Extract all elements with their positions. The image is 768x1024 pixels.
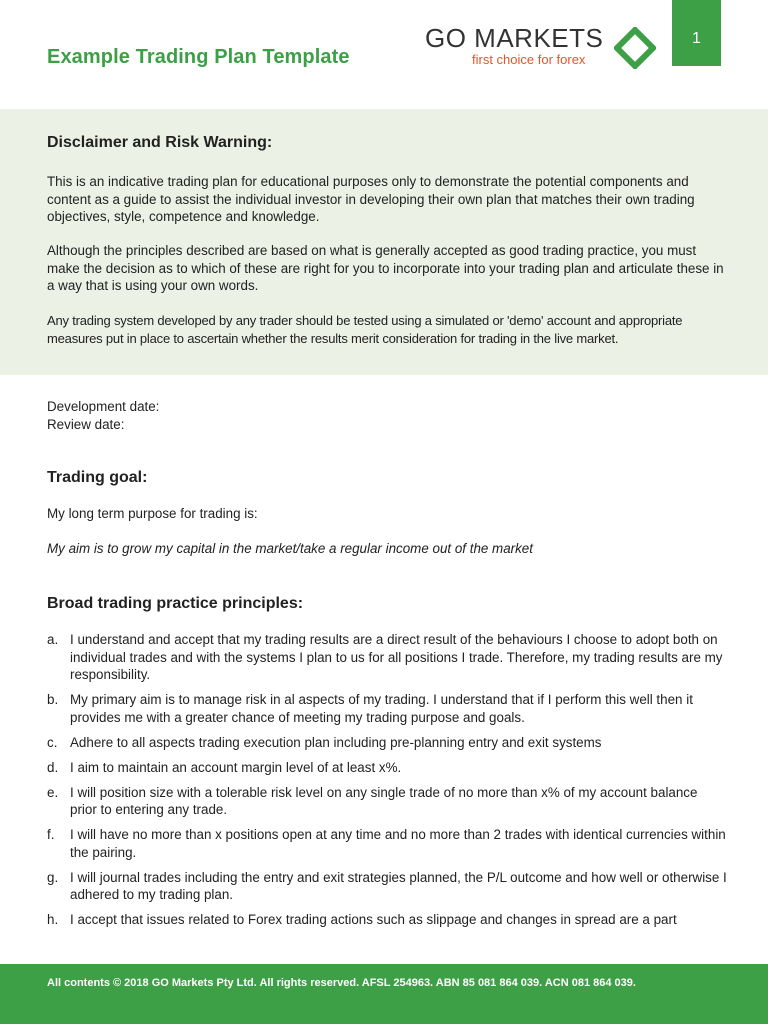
principles-list — [47, 631, 727, 936]
list-item-text: Adhere to all aspects trading execution plan including pre-planning entry and exit systems — [70, 734, 602, 750]
list-item-text: I will position size with a tolerable risk level on any single trade of no more than x% of my account balance prior to entering any trade. — [70, 784, 698, 817]
list-item — [47, 911, 727, 929]
document-title: Example Trading Plan Template — [47, 46, 350, 68]
list-item-text: I aim to maintain an account margin level of at least x%. — [70, 759, 402, 775]
disclaimer-paragraph: This is an indicative trading plan for educational purposes only to demonstrate the potential components and content as a guide to assist the individual investor in developing their own plan that matches their own trading objectives, style, competence and knowledge. — [47, 174, 695, 224]
disclaimer-section — [0, 109, 768, 375]
list-item — [47, 784, 727, 819]
list-item-text: I accept that issues related to Forex trading actions such as slippage and changes in spread are a part — [70, 912, 677, 927]
list-item — [47, 826, 727, 861]
page-number-tab — [672, 0, 721, 66]
review-date-label: Review date: — [47, 416, 125, 432]
list-item-text: I will have no more than x positions open at any time and no more than 2 trades with identical currencies within the pairing. — [70, 827, 726, 860]
list-marker: b. — [47, 692, 59, 707]
principles-heading: Broad trading practice principles: — [47, 595, 304, 612]
trading-goal-label: My long term purpose for trading is: — [47, 506, 258, 521]
list-marker: f. — [47, 827, 55, 842]
go-markets-logo — [424, 24, 664, 72]
development-date-label: Development date: — [47, 399, 160, 414]
disclaimer-heading: Disclaimer and Risk Warning: — [47, 134, 273, 151]
trading-goal-aim: My aim is to grow my capital in the market/take a regular income out of the market — [47, 541, 533, 556]
list-item-text: My primary aim is to manage risk in al aspects of my trading. I understand that if I perform this well then it provides me with a greater chance of meeting my trading purpose and goals. — [70, 692, 693, 725]
logo-tagline: first choice for forex — [472, 52, 586, 67]
list-item — [47, 631, 727, 684]
copyright-notice: All contents © 2018 GO Markets Pty Ltd. All rights reserved. AFSL 254963. ABN 85 081 864 039. ACN 081 864 039. — [47, 977, 636, 989]
disclaimer-paragraph: Although the principles described are based on what is generally accepted as good trading practice, you must make the decision as to which of these are right for you to incorporate into your trading plan and articulate these in a way that is using your own words. — [47, 243, 724, 293]
list-item-text: I will journal trades including the entry and exit strategies planned, the P/L outcome and how well or otherwise I adhered to my trading plan. — [70, 869, 727, 902]
list-marker: c. — [47, 734, 58, 750]
list-item — [47, 869, 727, 904]
list-item — [47, 691, 727, 726]
list-marker: a. — [47, 632, 59, 647]
list-item — [47, 759, 727, 777]
logo-wordmark: GO MARKETS — [425, 23, 604, 53]
list-marker: e. — [47, 784, 59, 800]
list-item — [47, 734, 727, 752]
page-footer — [0, 964, 768, 1024]
list-marker: h. — [47, 912, 59, 927]
logo-mark-icon — [614, 27, 656, 69]
list-item-text: I understand and accept that my trading results are a direct result of the behaviours I choose to adopt both on individual trades and with the systems I plan to us for all positions I trade. Therefore, my trading results are my responsibility. — [70, 632, 723, 682]
disclaimer-paragraph: Any trading system developed by any trader should be tested using a simulated or 'demo' account and appropriate measures put in place to ascertain whether the results merit consideration for trading in the live market. — [47, 313, 683, 346]
list-marker: g. — [47, 869, 59, 885]
page-number: 1 — [692, 30, 701, 47]
trading-goal-heading: Trading goal: — [47, 469, 148, 486]
list-marker: d. — [47, 759, 59, 775]
plan-dates — [47, 398, 159, 433]
